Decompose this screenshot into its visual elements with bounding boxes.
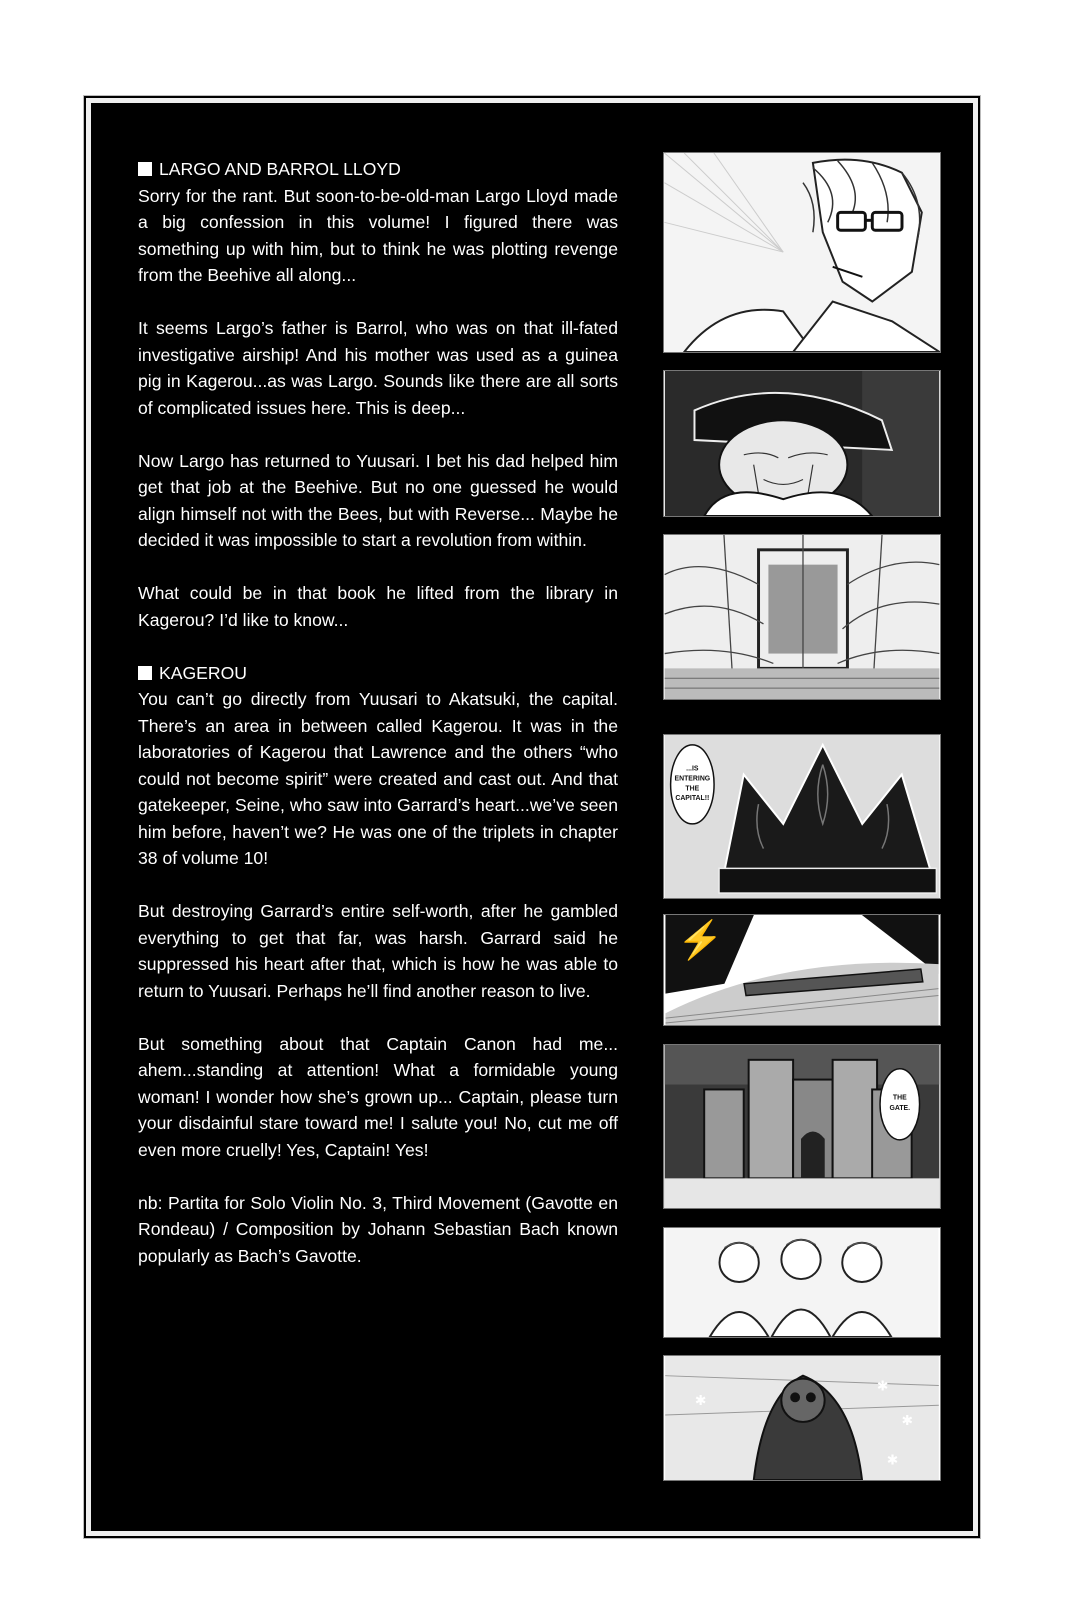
manga-panel-largo — [663, 152, 941, 353]
svg-text:✱: ✱ — [886, 1452, 899, 1469]
svg-text:✱: ✱ — [901, 1412, 913, 1429]
bubble-line: ...IS ENTERING THE CAPITAL!! — [674, 765, 711, 803]
manga-panel-vines-gate — [663, 534, 941, 700]
paragraph: What could be in that book he lifted from the library in Kagerou? I’d like to know... — [138, 583, 618, 630]
vines-gate-illustration — [664, 535, 940, 699]
paragraph: But destroying Garrard’s entire self-worth, after he gambled everything to get that far, was harsh. Garrard said he suppressed his heart after that, which is how he was able to return to Yuusari. Perhaps he’ll find another reason to live. — [138, 901, 618, 1001]
sfx-glyph: ⚡ — [677, 918, 724, 961]
manga-panel-castle — [663, 1044, 941, 1209]
manga-panel-triplets — [663, 1227, 941, 1338]
manga-panel-crown — [663, 734, 941, 899]
svg-text:✱: ✱ — [694, 1393, 707, 1410]
svg-text:✱: ✱ — [876, 1378, 889, 1395]
manga-panel-creature — [663, 1355, 941, 1481]
manga-panel-train — [663, 914, 941, 1026]
train-illustration — [664, 915, 940, 1025]
crown-illustration — [664, 735, 940, 898]
paragraph: Now Largo has returned to Yuusari. I bet his dad helped him get that job at the Beehive. But no one guessed he would align himself not with the Bees, but with Reverse... Maybe he decided it was impossible to start a revolution from within. — [138, 450, 618, 550]
square-bullet-icon — [138, 666, 152, 680]
barrol-illustration — [664, 371, 940, 516]
paragraph: You can’t go directly from Yuusari to Akatsuki, the capital. There’s an area in between called Kagerou. It was in the laboratories of Kagerou that Lawrence and the others “who could not become spirit” were created and cast out. And that gatekeeper, Seine, who saw into Garrard’s heart...we’ve seen him before, haven’t we? He was one of the triplets in chapter 38 of volume 10! — [138, 689, 618, 868]
paragraph: nb: Partita for Solo Violin No. 3, Third Movement (Gavotte en Rondeau) / Composition by Johann Sebastian Bach known popularly as Bach’s Gavotte. — [138, 1192, 618, 1266]
castle-illustration — [664, 1045, 940, 1208]
square-bullet-icon — [138, 162, 152, 176]
paragraph: Sorry for the rant. But soon-to-be-old-man Largo Lloyd made a big confession in this volume! I figured there was something up with him, but to think he was plotting revenge from the Beehive all along... — [138, 185, 618, 285]
creature-illustration — [664, 1356, 940, 1480]
paragraph: It seems Largo’s father is Barrol, who was on that ill-fated investigative airship! And his mother was used as a guinea pig in Kagerou...as was Largo. Sounds like there are all sorts of complicated issues here. This is deep... — [138, 318, 618, 418]
largo-illustration — [664, 153, 940, 352]
text-column — [138, 156, 618, 1296]
bubble-line: THE GATE. — [889, 1094, 911, 1113]
paragraph: But something about that Captain Canon had me... ahem...standing at attention! What a formidable young woman! I wonder how she’s grown up... Captain, please turn your disdainful stare toward me! I salute you! No, cut me off even more cruelly! Yes, Captain! Yes! — [138, 1033, 618, 1160]
section-heading: KAGEROU — [138, 660, 618, 687]
triplets-illustration — [664, 1228, 940, 1337]
section-heading: LARGO AND BARROL LLOYD — [138, 156, 618, 183]
manga-panel-barrol — [663, 370, 941, 517]
